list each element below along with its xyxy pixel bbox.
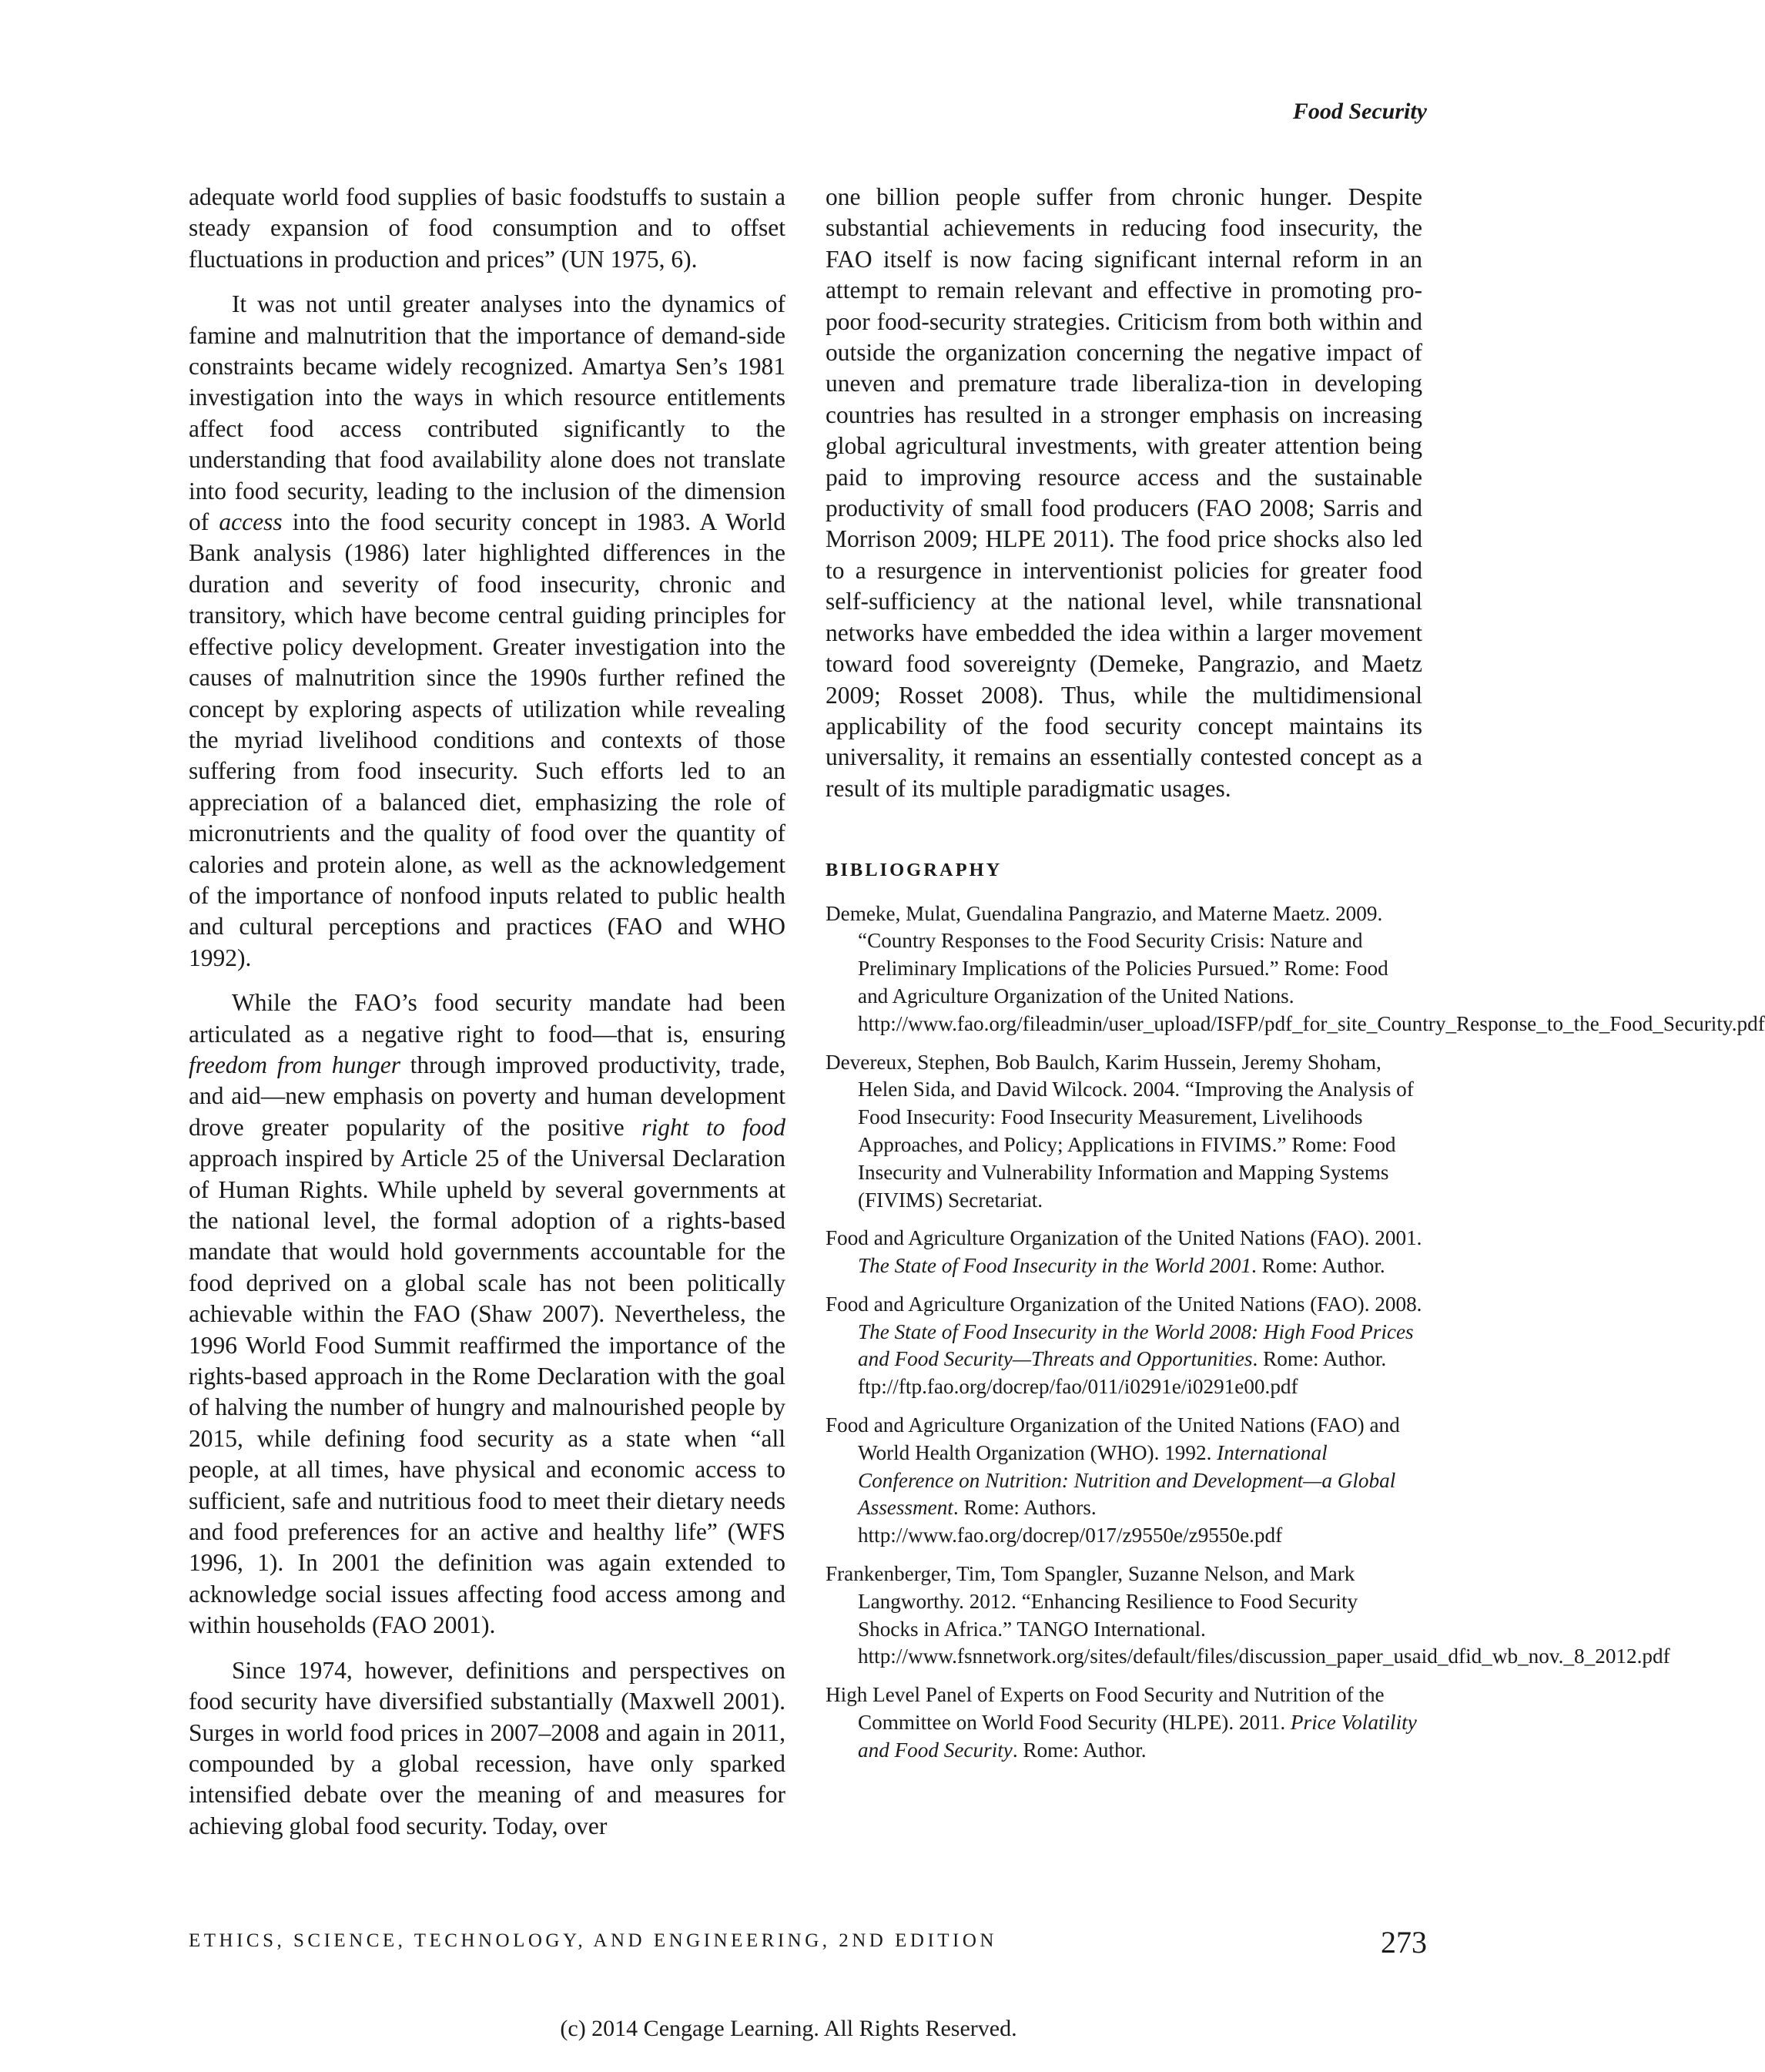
paragraph (189, 289, 785, 974)
bibliography-entry (826, 1225, 1422, 1280)
text-run: Demeke, Mulat, Guendalina Pangrazio, and Materne Maetz. 2009. “Country Responses to the Food Security Crisis: Nature and Preliminary Implications of the Policies Pursued.” Rome: Food and Agriculture Organization of the United Nations. http://www.fao.org/fileadmin/user_upload/ISFP/pdf_for_site_Country_Response_to_the_Food_Security.pdf (826, 901, 1765, 1035)
page-number: 273 (1381, 1925, 1427, 1960)
text-run: Devereux, Stephen, Bob Baulch, Karim Hussein, Jeremy Shoham, Helen Sida, and David Wilcock. 2004. “Improving the Analysis of Food Insecurity: Food Insecurity Measurement, Livelihoods Approaches, and Policy; Applications in FIVIMS.” Rome: Food Insecurity and Vulnerability Information and Mapping Systems (FIVIMS) Secretariat. (826, 1050, 1414, 1212)
text-run: . Rome: Author. (1012, 1738, 1147, 1762)
text-run: High Level Panel of Experts on Food Security and Nutrition of the Committee on World Food Security (HLPE). 2011. (826, 1683, 1385, 1735)
bibliography-entry (826, 1049, 1422, 1215)
italic-run: freedom from hunger (189, 1051, 400, 1078)
bibliography-entry (826, 1681, 1422, 1764)
bibliography-entry (826, 1291, 1422, 1401)
text-run: Food and Agriculture Organization of the United Nations (FAO). 2008. (826, 1292, 1422, 1316)
italic-run: right to food (641, 1113, 786, 1141)
paragraph (189, 987, 785, 1641)
text-run: through improved productivity, trade, and aid—new emphasis on poverty and human development drove greater popularity of the positive (189, 1051, 785, 1141)
copyright-notice: (c) 2014 Cengage Learning. All Rights Reserved. (560, 2016, 1017, 2041)
text-run: It was not until greater analyses into the dynamics of famine and malnutrition that the importance of demand-side constraints became widely recognized. Amartya Sen’s 1981 investigation into the ways in which resource entitlements affect food access contributed significantly to the understanding that food availability alone does not translate into food security, leading to the inclusion of the dimension of (189, 290, 785, 536)
book-title: ETHICS, SCIENCE, TECHNOLOGY, AND ENGINEERING, 2ND EDITION (189, 1930, 997, 1951)
left-column (189, 182, 785, 1842)
italic-run: The State of Food Insecurity in the World 2001 (858, 1254, 1251, 1278)
bibliography-list (826, 900, 1765, 1765)
text-run: . Rome: Author. (1251, 1254, 1385, 1278)
text-run: While the FAO’s food security mandate had been articulated as a negative right to food—that is, ensuring (189, 989, 785, 1048)
text-run: . Rome: Authors. http://www.fao.org/docrep/017/z9550e/z9550e.pdf (858, 1496, 1283, 1547)
text-run: . Rome: Author. ftp://ftp.fao.org/docrep/fao/011/i0291e/i0291e00.pdf (858, 1347, 1387, 1399)
page-footer (189, 1924, 1427, 1958)
paragraph: one billion people suffer from chronic hunger. Despite substantial achievements in reducing food insecurity, the FAO itself is now facing significant internal reform in an attempt to remain relevant and effective in promoting pro-poor food-security strategies. Criticism from both within and outside the organization concerning the negative impact of uneven and premature trade liberaliza-tion in developing countries has resulted in a stronger emphasis on increasing global agricultural investments, with greater attention being paid to improving resource access and the sustainable productivity of small food producers (FAO 2008; Sarris and Morrison 2009; HLPE 2011). The food price shocks also led to a resurgence in interventionist policies for greater food self-sufficiency at the national level, while transnational networks have embedded the idea within a larger movement toward food sovereignty (Demeke, Pangrazio, and Maetz 2009; Rosset 2008). Thus, while the multidimensional applicability of the food security concept maintains its universality, it remains an essentially contested concept as a result of its multiple paradigmatic usages. (826, 183, 1422, 802)
text-run: Food and Agriculture Organization of the United Nations (FAO) and World Health Organization (WHO). 1992. (826, 1413, 1400, 1464)
text-run: Food and Agriculture Organization of the United Nations (FAO). 2001. (826, 1226, 1422, 1250)
paragraph: Since 1974, however, definitions and perspectives on food security have diversified substantially (Maxwell 2001). Surges in world food prices in 2007–2008 and again in 2011, compounded by a global recession, have only sparked intensified debate over the meaning of and measures for achieving global food security. Today, over (189, 1656, 785, 1839)
italic-run: access (219, 508, 283, 536)
italic-run: The State of Food Insecurity in the World 2008: High Food Prices and Food Security—Threats and Opportunities (858, 1319, 1414, 1371)
bibliography-heading: BIBLIOGRAPHY (826, 860, 1003, 881)
text-run: Frankenberger, Tim, Tom Spangler, Suzanne Nelson, and Mark Langworthy. 2012. “Enhancing Resilience to Food Security Shocks in Africa.” TANGO International. http://www.fsnnetwork.org/sites/default/files/discussion_paper_usaid_dfid_wb_nov._8_2012.pdf (826, 1562, 1670, 1668)
bibliography-entry (826, 900, 1765, 1038)
paragraph: adequate world food supplies of basic foodstuffs to sustain a steady expansion of food consumption and to offset fluctuations in production and prices” (UN 1975, 6). (189, 183, 785, 273)
right-column (826, 182, 1765, 1775)
text-run: approach inspired by Article 25 of the Universal Declaration of Human Rights. While upheld by several governments at the national level, the formal adoption of a rights-based mandate that would hold governments accountable for the food deprived on a global scale has not been politically achievable within the FAO (Shaw 2007). Nevertheless, the 1996 World Food Summit reaffirmed the importance of the rights-based approach in the Rome Declaration with the goal of halving the number of hungry and malnourished people by 2015, while defining food security as a state when “all people, at all times, have physical and economic access to sufficient, safe and nutritious food to meet their dietary needs and food preferences for an active and healthy life” (WFS 1996, 1). In 2001 the definition was again extended to acknowledge social issues affecting food access among and within households (FAO 2001). (189, 1145, 785, 1639)
bibliography-entry (826, 1412, 1422, 1550)
italic-run: Price Volatility and Food Security (858, 1711, 1417, 1762)
text-run: into the food security concept in 1983. A World Bank analysis (1986) later highlighted differences in the duration and severity of food insecurity, chronic and transitory, which have become central guiding principles for effective policy development. Greater investigation into the causes of malnutrition since the 1990s further refined the concept by exploring aspects of utilization while revealing the myriad livelihood conditions and contexts of those suffering from food insecurity. Such efforts led to an appreciation of a balanced diet, emphasizing the role of micronutrients and the quality of food over the quantity of calories and protein alone, as well as the acknowledgement of the importance of nonfood inputs related to public health and cultural perceptions and practices (FAO and WHO 1992). (189, 508, 785, 971)
running-head: Food Security (1292, 99, 1427, 124)
bibliography-entry (826, 1561, 1670, 1671)
italic-run: International Conference on Nutrition: Nutrition and Development—a Global Assessment (858, 1440, 1396, 1520)
